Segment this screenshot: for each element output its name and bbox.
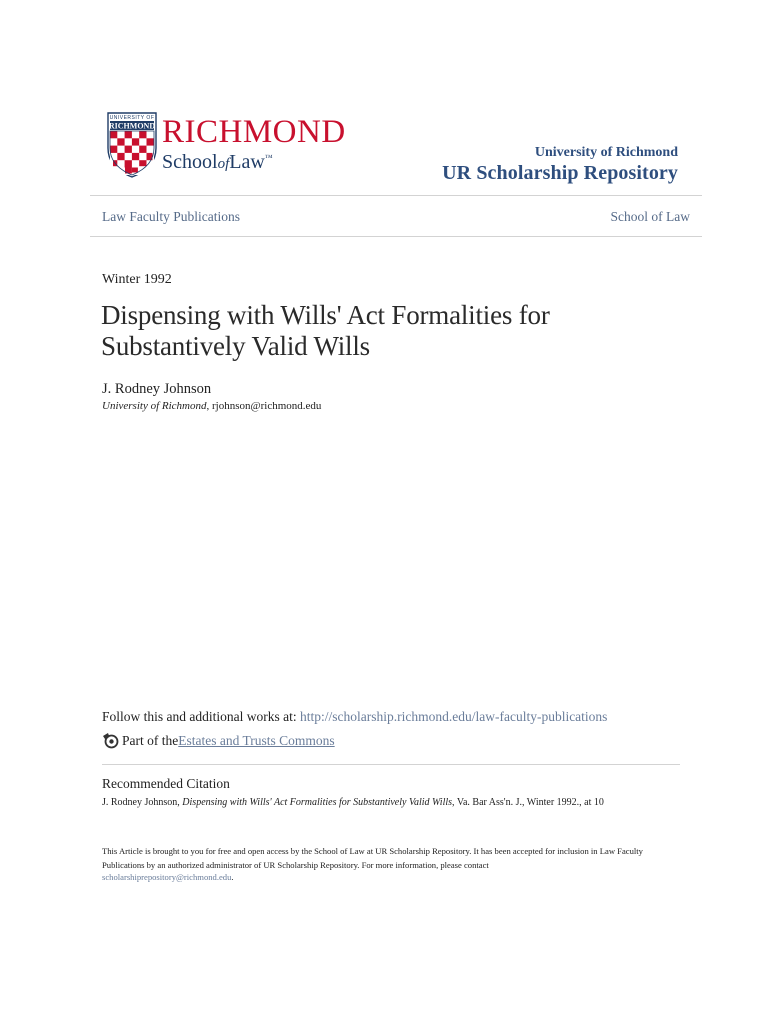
affiliation-email[interactable]: , rjohnson@richmond.edu <box>206 400 322 412</box>
logo-university-of-text: UNIVERSITY OF <box>109 115 155 121</box>
bepress-commons-icon <box>102 732 119 749</box>
publication-date: Winter 1992 <box>102 272 172 287</box>
contact-email-link[interactable]: scholarshiprepository@richmond.edu <box>102 872 232 882</box>
shield-checker-icon <box>110 131 154 175</box>
access-statement: This Article is brought to you for free and open access by the School of Law at UR Scholarship Repository. It has been accepted for inclusion in Law Faculty Publications by an authorized administrator of UR Scholarship Repository. For more information, please contact <box>102 846 643 870</box>
header-divider <box>90 195 702 196</box>
affiliation-institution: University of Richmond <box>102 400 207 412</box>
series-link[interactable]: Law Faculty Publications <box>102 209 240 224</box>
part-of-line <box>102 732 335 749</box>
follow-prefix: Follow this and additional works at: <box>102 709 300 724</box>
richmond-school-of-law-logo <box>107 112 369 178</box>
logo-brand-name: RICHMOND <box>162 114 346 150</box>
school-link[interactable]: School of Law <box>610 209 690 224</box>
estates-trusts-commons-link[interactable]: Estates and Trusts Commons <box>178 732 335 748</box>
nav-divider <box>90 236 702 237</box>
recommended-citation-heading: Recommended Citation <box>102 776 230 791</box>
author-name: J. Rodney Johnson <box>102 381 212 397</box>
article-title: Dispensing with Wills' Act Formalities for Substantively Valid Wills <box>101 300 550 361</box>
logo-small-name: RICHMOND <box>108 121 156 131</box>
follow-line <box>102 709 607 725</box>
collection-url-link[interactable]: http://scholarship.richmond.edu/law-faculty-publications <box>300 709 608 724</box>
part-of-prefix: Part of the <box>122 732 179 748</box>
repository-title[interactable]: UR Scholarship Repository <box>442 162 678 184</box>
citation-text: J. Rodney Johnson, Dispensing with Wills' Act Formalities for Substantively Valid Wills, Va. Bar Ass'n. J., Winter 1992., at 10 <box>102 797 604 808</box>
citation-title: Dispensing with Wills' Act Formalities for Substantively Valid Wills <box>182 797 453 808</box>
citation-divider <box>102 764 680 765</box>
logo-school-of-law: SchoolofLaw™ <box>162 151 273 173</box>
author-affiliation <box>102 400 321 412</box>
contact-suffix: . <box>231 872 234 882</box>
repository-subtitle: University of Richmond <box>534 145 678 160</box>
contact-line <box>102 872 234 882</box>
